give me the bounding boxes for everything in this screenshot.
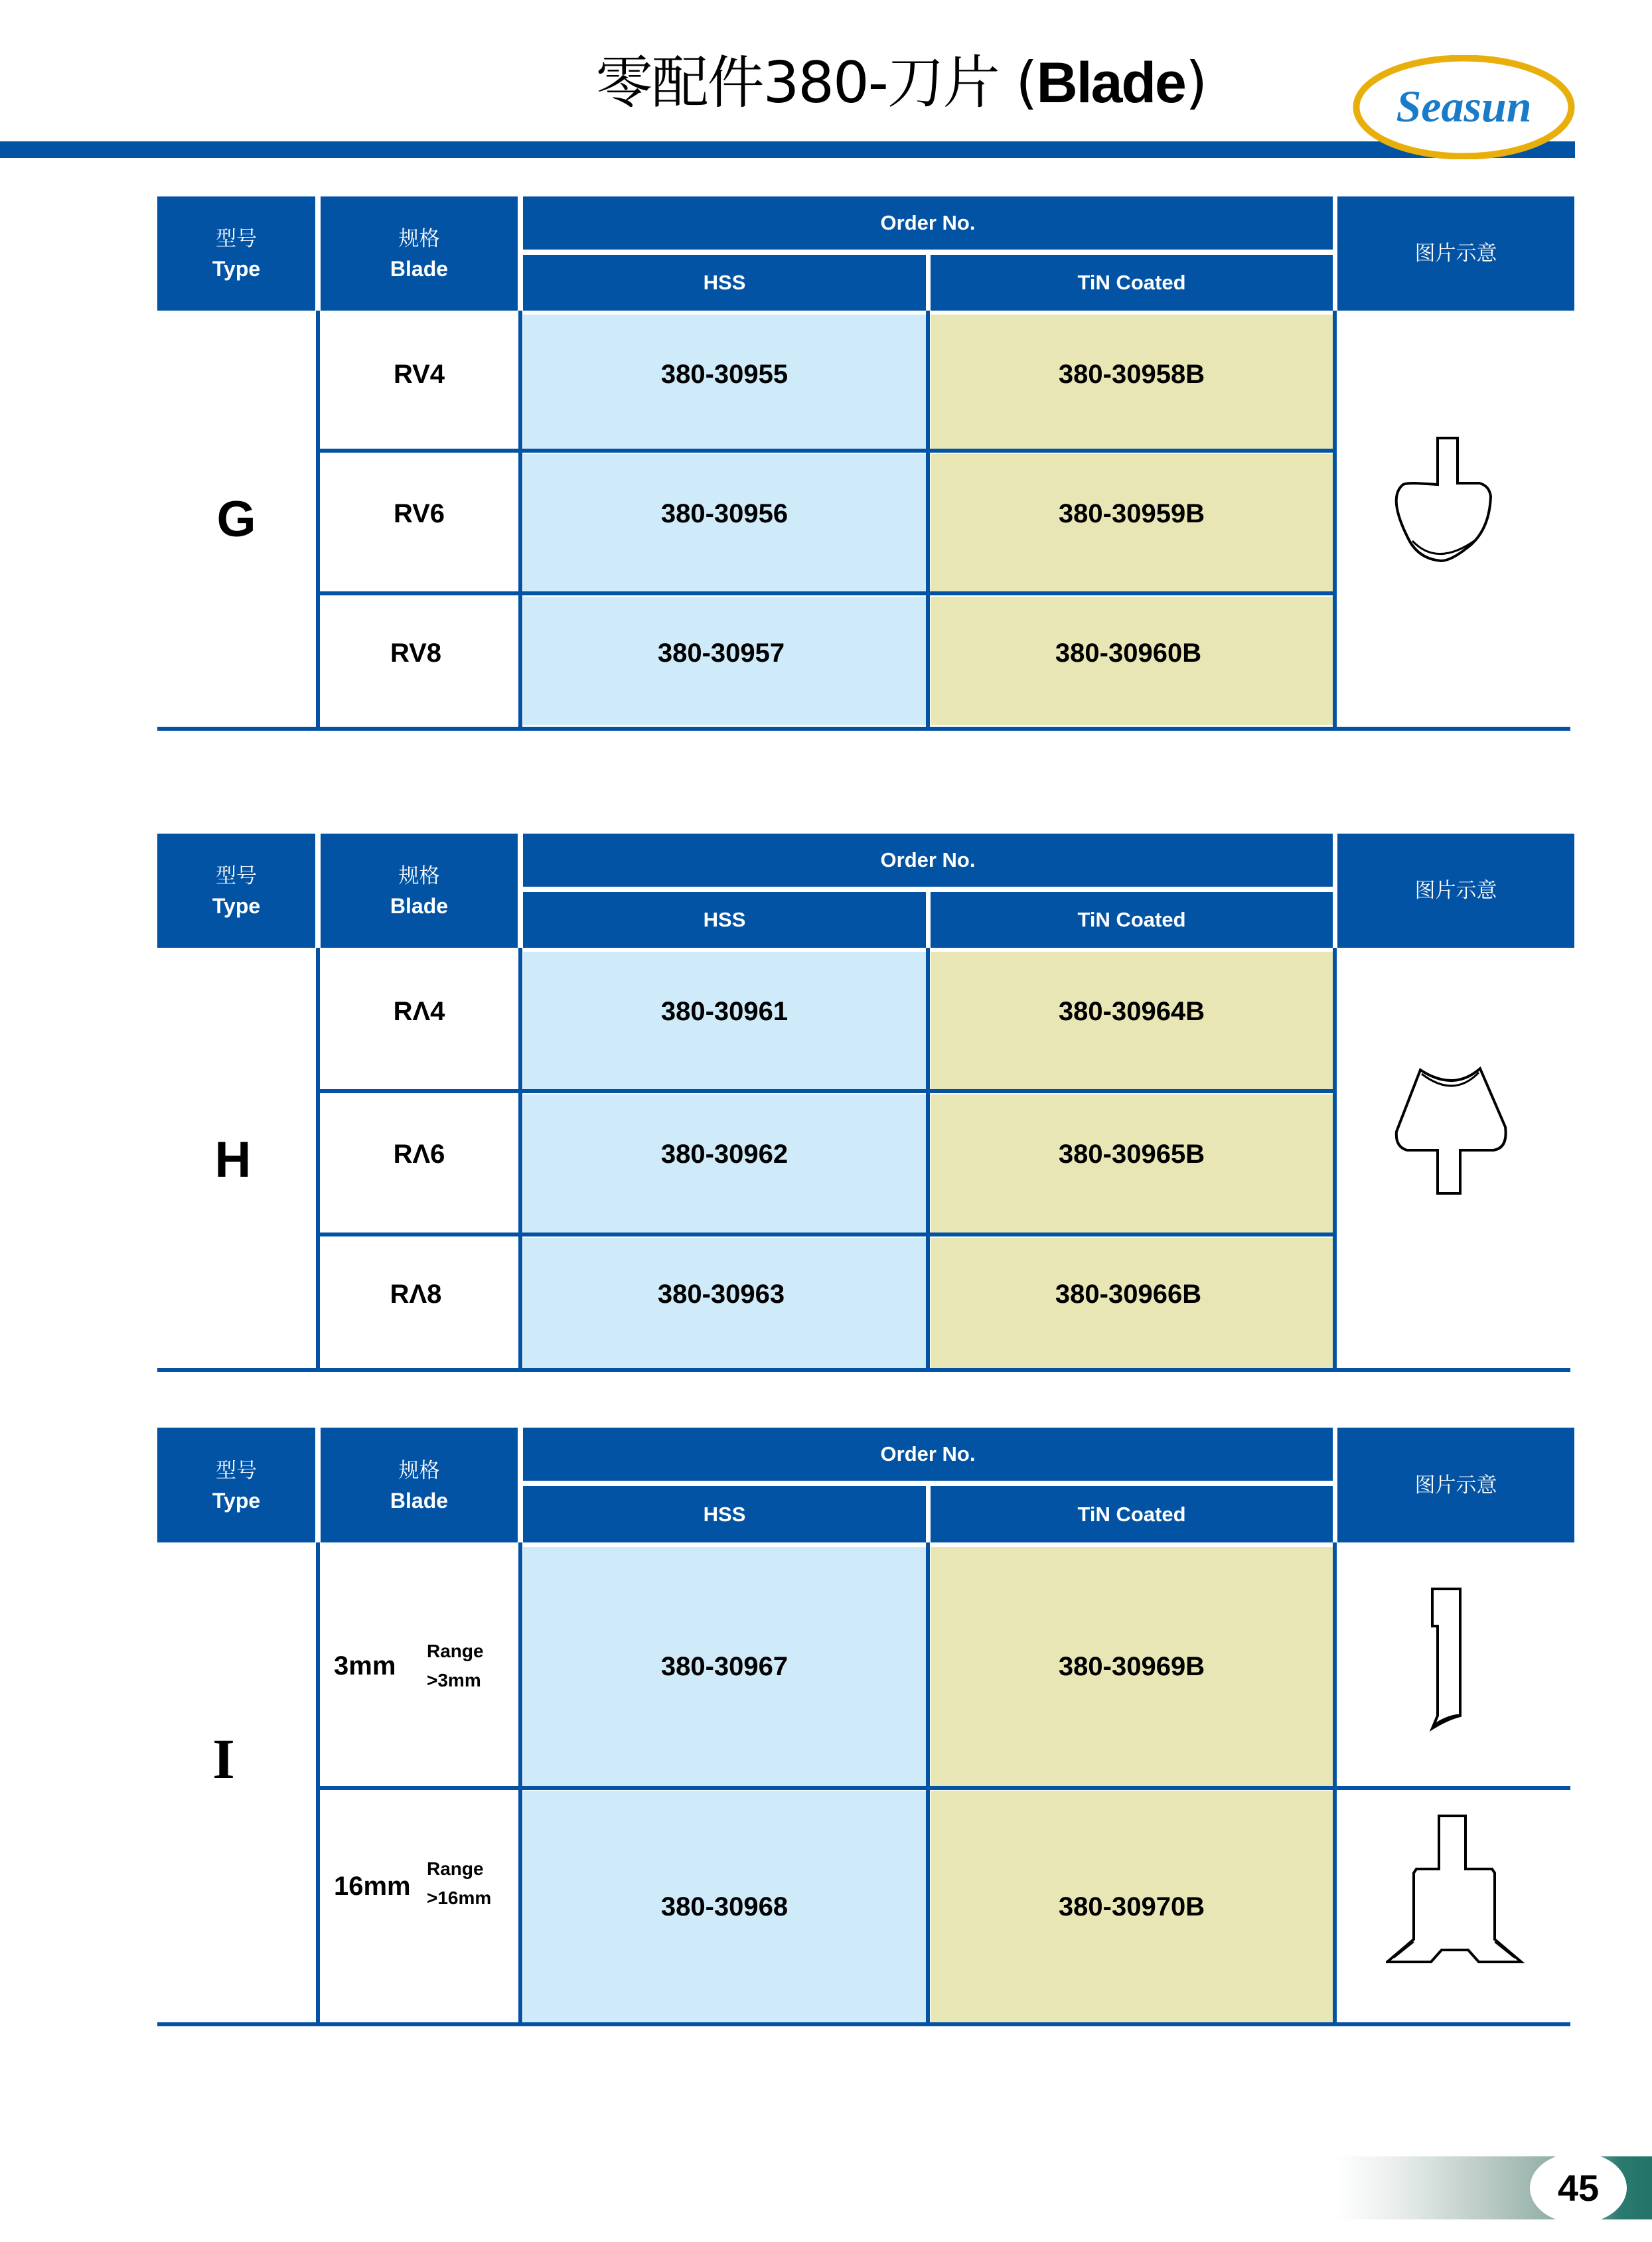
order-no-label: Order No. bbox=[880, 211, 976, 234]
tin-order-no: 380-30970B bbox=[1058, 1892, 1205, 1921]
tin-label: TiN Coated bbox=[1077, 908, 1186, 931]
type-label: H bbox=[214, 1131, 252, 1188]
col-header-hss bbox=[523, 892, 926, 948]
hss-order-no: 380-30968 bbox=[660, 1892, 788, 1921]
divider bbox=[1333, 311, 1337, 729]
col-header-order-no bbox=[523, 196, 1333, 250]
spec-cell: RΛ8 bbox=[390, 1279, 442, 1309]
range-value: >3mm bbox=[427, 1670, 481, 1690]
divider bbox=[318, 591, 1335, 595]
col-header-tin bbox=[931, 1486, 1333, 1542]
tin-order-no: 380-30969B bbox=[1058, 1651, 1205, 1681]
spec-cell: 3mm bbox=[334, 1651, 396, 1681]
tin-order-no: 380-30966B bbox=[1055, 1279, 1202, 1309]
divider bbox=[316, 948, 320, 1370]
hss-order-no: 380-30955 bbox=[660, 359, 788, 389]
tin-order-no: 380-30964B bbox=[1058, 996, 1205, 1026]
blade-en: Blade bbox=[390, 1488, 449, 1513]
col-header-blade bbox=[321, 834, 518, 948]
tin-order-no: 380-30959B bbox=[1058, 498, 1205, 528]
col-header-tin bbox=[931, 892, 1333, 948]
divider bbox=[1333, 1542, 1337, 2026]
title-cn: 零配件380-刀片 bbox=[595, 50, 999, 116]
blade-g-rounded-icon bbox=[1391, 431, 1524, 571]
blade-en: Blade bbox=[390, 257, 449, 281]
blade-i-wide-icon bbox=[1386, 1813, 1525, 1966]
col-header-order-no bbox=[523, 1428, 1333, 1481]
type-cn: 型号 bbox=[216, 1458, 257, 1483]
col-header-blade bbox=[321, 1428, 518, 1542]
tin-order-no: 380-30958B bbox=[1058, 359, 1205, 389]
type-label: G bbox=[216, 490, 256, 548]
hss-label: HSS bbox=[703, 908, 746, 931]
col-header-type bbox=[157, 196, 315, 311]
col-header-tin bbox=[931, 255, 1333, 311]
col-header-picture bbox=[1337, 834, 1574, 948]
col-header-hss bbox=[523, 1486, 926, 1542]
divider bbox=[926, 948, 930, 1370]
tin-order-no: 380-30965B bbox=[1058, 1139, 1205, 1169]
divider bbox=[926, 311, 930, 729]
divider bbox=[157, 1368, 1570, 1372]
tin-label: TiN Coated bbox=[1077, 1502, 1186, 1526]
page-number: 45 bbox=[1530, 2152, 1627, 2223]
blade-i-narrow-icon bbox=[1427, 1586, 1467, 1736]
picture-label: 图片示意 bbox=[1414, 1473, 1497, 1497]
tin-order-no: 380-30960B bbox=[1055, 638, 1202, 668]
range-label: Range bbox=[427, 1641, 484, 1661]
blade-en: Blade bbox=[390, 894, 449, 918]
tin-label: TiN Coated bbox=[1077, 271, 1186, 294]
range-note bbox=[427, 1854, 516, 1913]
range-value: >16mm bbox=[427, 1888, 492, 1908]
hss-order-no: 380-30961 bbox=[660, 996, 788, 1026]
spec-cell: RV6 bbox=[393, 498, 445, 528]
divider bbox=[318, 1233, 1335, 1236]
hss-order-no: 380-30956 bbox=[660, 498, 788, 528]
blade-cn: 规格 bbox=[398, 864, 440, 888]
divider bbox=[157, 727, 1570, 731]
divider bbox=[316, 1542, 320, 2026]
order-no-label: Order No. bbox=[880, 1442, 976, 1465]
hss-order-no: 380-30957 bbox=[657, 638, 785, 668]
col-header-picture bbox=[1337, 196, 1574, 311]
spec-cell: RV8 bbox=[390, 638, 442, 668]
divider bbox=[1333, 948, 1337, 1370]
hss-label: HSS bbox=[703, 271, 746, 294]
logo-text: Seasun bbox=[1396, 81, 1532, 131]
type-cn: 型号 bbox=[216, 227, 257, 251]
divider bbox=[518, 948, 522, 1370]
divider bbox=[316, 311, 320, 729]
divider bbox=[318, 1786, 1570, 1790]
col-header-hss bbox=[523, 255, 926, 311]
blade-h-concave-icon bbox=[1394, 1062, 1520, 1201]
divider bbox=[926, 1542, 930, 2026]
type-label: I bbox=[212, 1727, 235, 1791]
hss-order-no: 380-30962 bbox=[660, 1139, 788, 1169]
hss-order-no: 380-30963 bbox=[657, 1279, 785, 1309]
page-title: 零配件380-刀片 (Blade) bbox=[595, 50, 1207, 116]
seasun-logo bbox=[1353, 55, 1575, 159]
divider bbox=[318, 449, 1335, 453]
col-header-picture bbox=[1337, 1428, 1574, 1542]
spec-cell: RΛ6 bbox=[393, 1139, 445, 1169]
divider bbox=[157, 2022, 1570, 2026]
col-header-type bbox=[157, 834, 315, 948]
spec-cell: RΛ4 bbox=[393, 996, 445, 1026]
order-no-label: Order No. bbox=[880, 848, 976, 871]
range-note bbox=[427, 1637, 516, 1695]
divider bbox=[518, 311, 522, 729]
type-en: Type bbox=[212, 1488, 261, 1513]
blade-cn: 规格 bbox=[398, 227, 440, 251]
spec-cell: RV4 bbox=[393, 359, 445, 389]
divider bbox=[318, 1089, 1335, 1093]
type-en: Type bbox=[212, 894, 261, 918]
type-cn: 型号 bbox=[216, 864, 257, 888]
divider bbox=[518, 1542, 522, 2026]
hss-order-no: 380-30967 bbox=[660, 1651, 788, 1681]
col-header-order-no bbox=[523, 834, 1333, 887]
spec-cell: 16mm bbox=[334, 1871, 411, 1901]
blade-cn: 规格 bbox=[398, 1458, 440, 1483]
col-header-type bbox=[157, 1428, 315, 1542]
type-en: Type bbox=[212, 257, 261, 281]
title-en: Blade bbox=[1036, 51, 1185, 115]
header-band bbox=[0, 141, 1575, 158]
range-label: Range bbox=[427, 1858, 484, 1879]
picture-label: 图片示意 bbox=[1414, 242, 1497, 265]
hss-label: HSS bbox=[703, 1502, 746, 1526]
picture-label: 图片示意 bbox=[1414, 879, 1497, 903]
col-header-blade bbox=[321, 196, 518, 311]
